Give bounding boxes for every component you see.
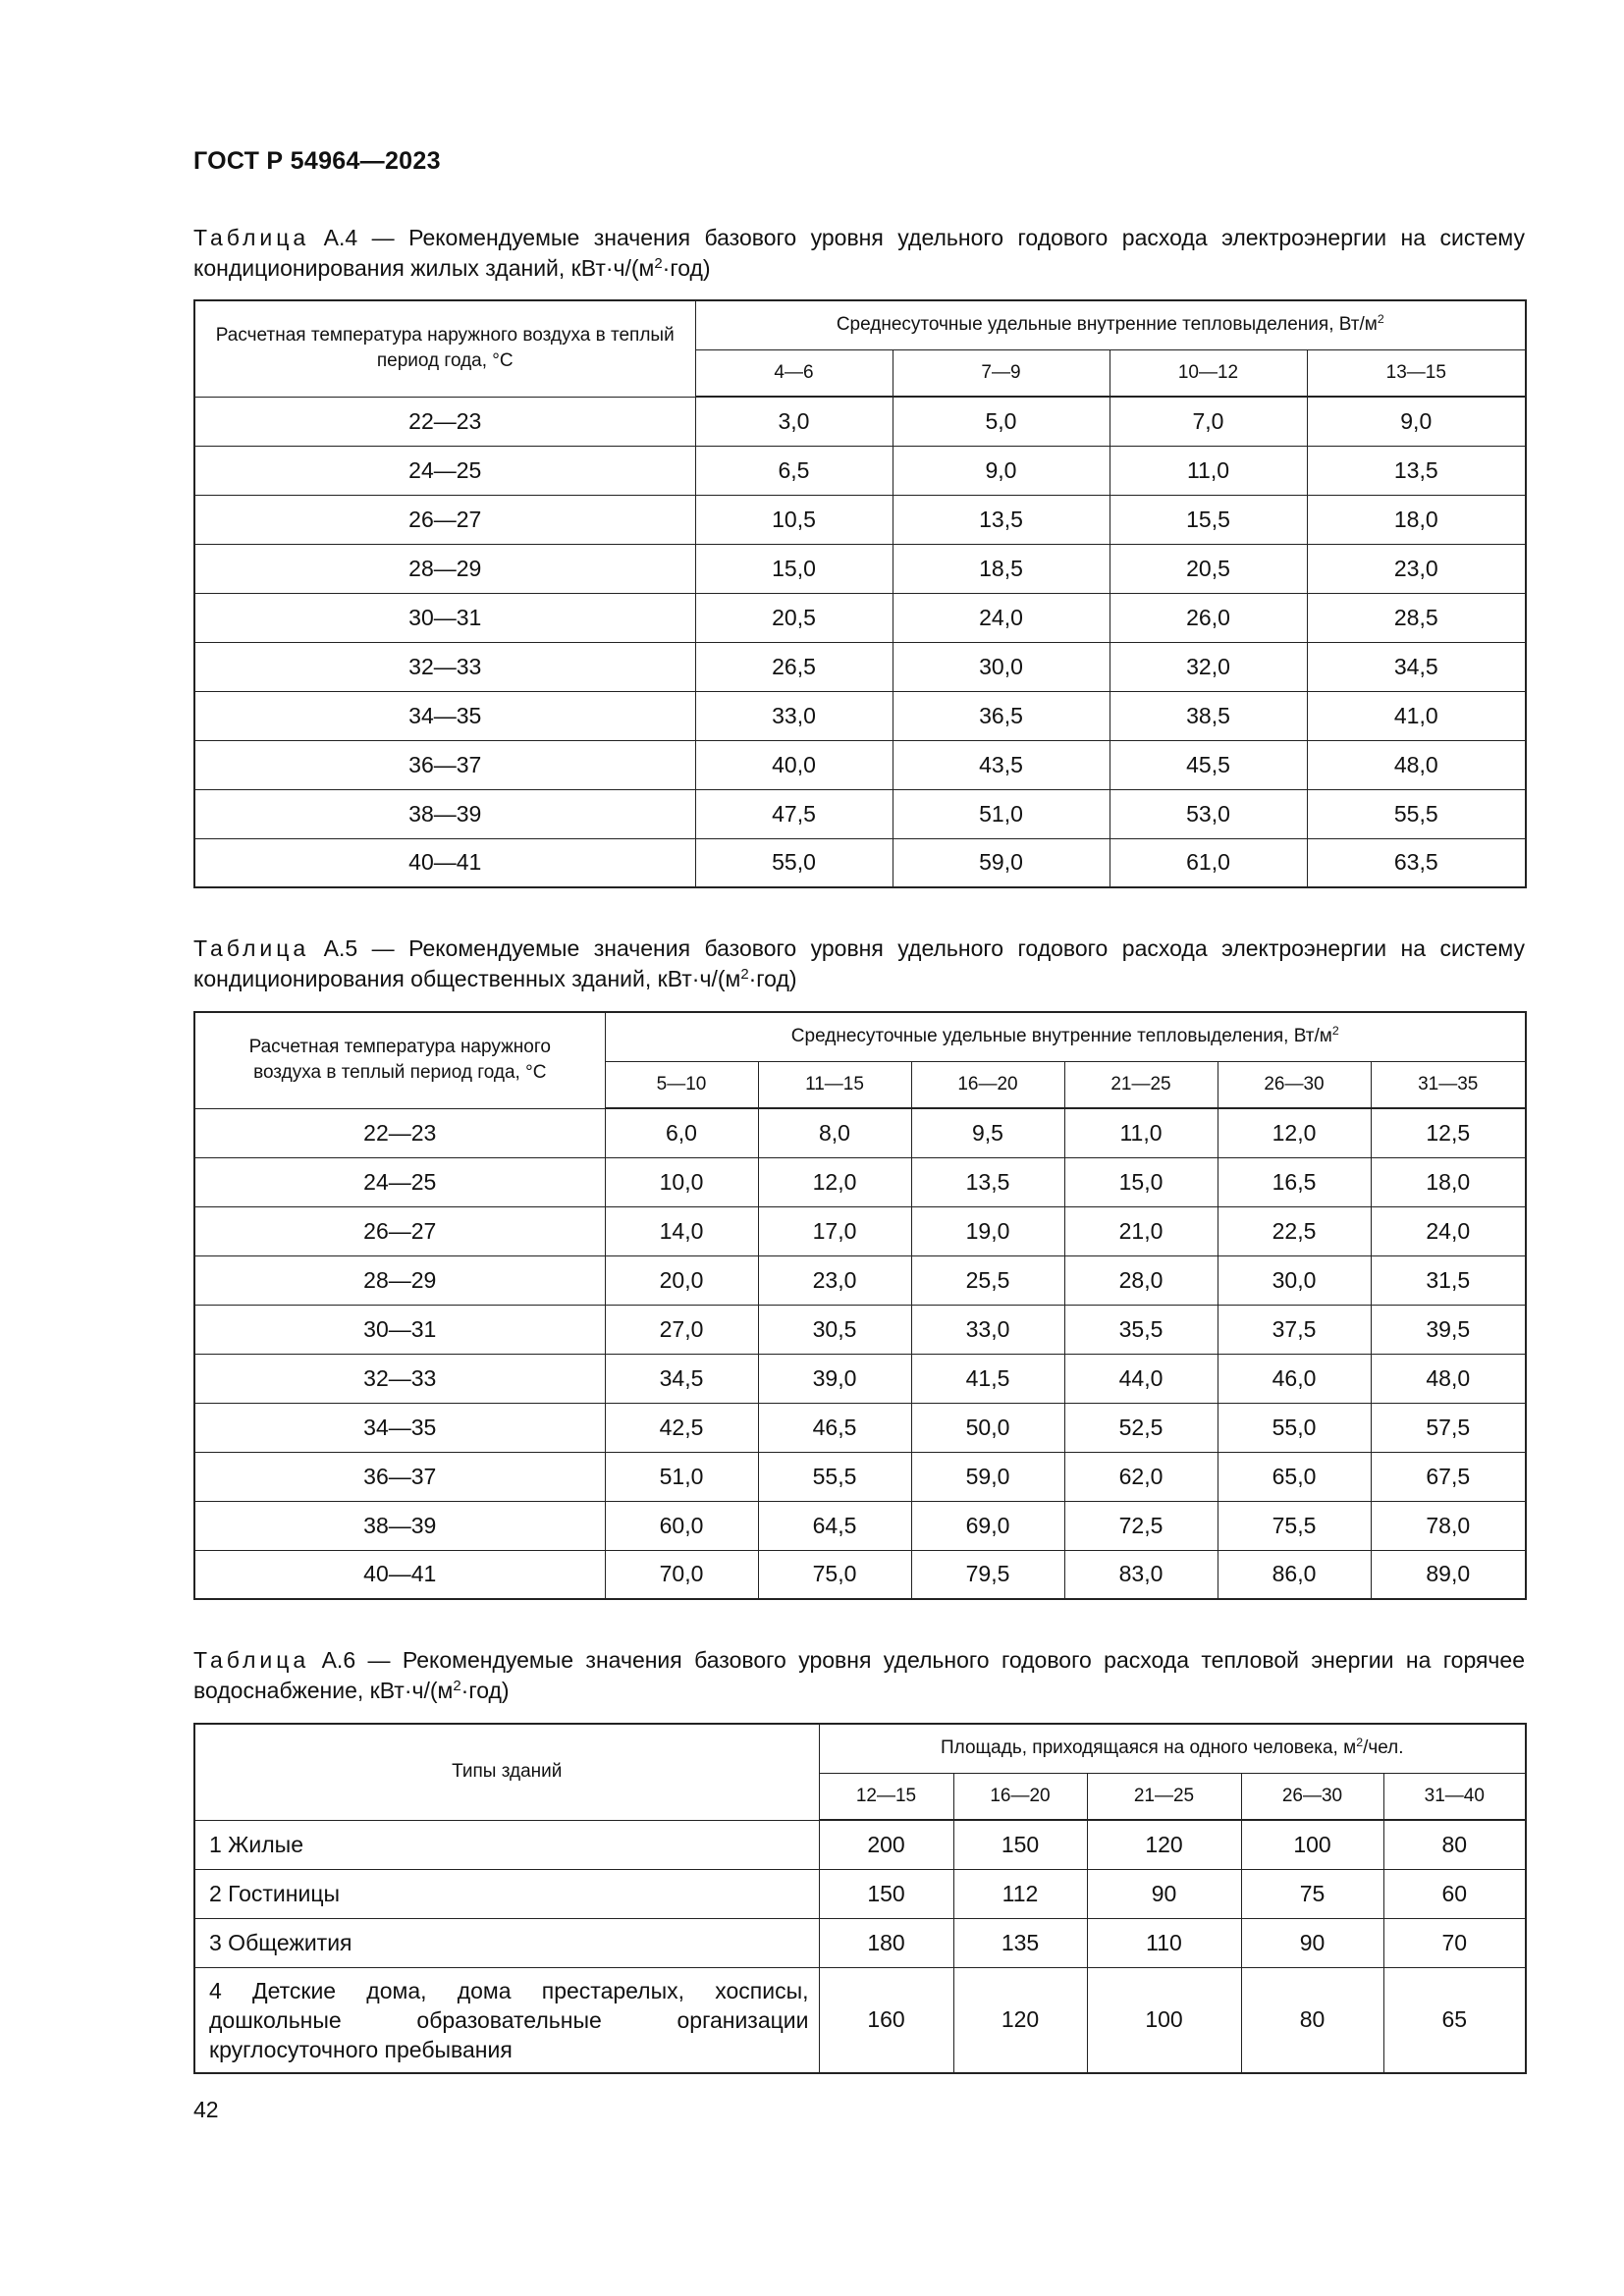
- table-row: [194, 593, 1526, 642]
- value-cell: 23,0: [1307, 544, 1526, 593]
- value-cell: 10,0: [605, 1157, 758, 1206]
- value-cell: 90: [1241, 1918, 1383, 1967]
- value-cell: 34,5: [1307, 642, 1526, 691]
- value-cell: 200: [819, 1820, 953, 1869]
- page-number: 42: [193, 2097, 219, 2122]
- value-cell: 12,0: [758, 1157, 911, 1206]
- value-cell: 6,5: [695, 446, 893, 495]
- table-row: [194, 1869, 1526, 1918]
- value-cell: 60: [1383, 1869, 1526, 1918]
- row-label-cell: 34—35: [194, 1403, 605, 1452]
- value-cell: 31,5: [1371, 1255, 1526, 1305]
- table-a6-subheader: 26—30: [1241, 1773, 1383, 1820]
- table-a4-subheader: 10—12: [1110, 349, 1307, 397]
- caption-prefix: Таблица: [193, 225, 310, 250]
- value-cell: 26,0: [1110, 593, 1307, 642]
- row-label-cell: 30—31: [194, 593, 695, 642]
- value-cell: 27,0: [605, 1305, 758, 1354]
- value-cell: 20,5: [1110, 544, 1307, 593]
- value-cell: 41,0: [1307, 691, 1526, 740]
- table-a5-subheader: 26—30: [1218, 1061, 1371, 1108]
- value-cell: 15,0: [695, 544, 893, 593]
- row-label-cell: 36—37: [194, 1452, 605, 1501]
- table-a5-group-header: Среднесуточные удельные внутренние тепловыделения, $Вт/м^2$: [605, 1012, 1526, 1061]
- table-a6-caption: Таблица А.6 — Рекомендуемые значения базового уровня удельного годового расхода тепловой энергии на горячее водоснабжение, $кВт\cdot ч/(м^2\cdot год)$: [193, 1647, 1525, 1703]
- value-cell: 39,5: [1371, 1305, 1526, 1354]
- value-cell: 48,0: [1307, 740, 1526, 789]
- value-cell: 26,5: [695, 642, 893, 691]
- value-cell: 30,5: [758, 1305, 911, 1354]
- value-cell: 62,0: [1064, 1452, 1218, 1501]
- value-cell: 160: [819, 1967, 953, 2073]
- row-label-cell: 26—27: [194, 1206, 605, 1255]
- value-cell: 70: [1383, 1918, 1526, 1967]
- table-row: [194, 1501, 1526, 1550]
- value-cell: 12,5: [1371, 1108, 1526, 1157]
- value-cell: 9,0: [1307, 397, 1526, 446]
- table-a5-subheader: 31—35: [1371, 1061, 1526, 1108]
- table-a4-subheader: 7—9: [893, 349, 1110, 397]
- value-cell: 7,0: [1110, 397, 1307, 446]
- table-row: [194, 1255, 1526, 1305]
- row-label-cell: 34—35: [194, 691, 695, 740]
- table-row: [194, 1108, 1526, 1157]
- value-cell: 40,0: [695, 740, 893, 789]
- value-cell: 9,0: [893, 446, 1110, 495]
- table-a5-subheader: 5—10: [605, 1061, 758, 1108]
- value-cell: 9,5: [911, 1108, 1064, 1157]
- value-cell: 41,5: [911, 1354, 1064, 1403]
- row-label-cell: 32—33: [194, 1354, 605, 1403]
- value-cell: 33,0: [695, 691, 893, 740]
- value-cell: 52,5: [1064, 1403, 1218, 1452]
- row-label-cell: 36—37: [194, 740, 695, 789]
- value-cell: 89,0: [1371, 1550, 1526, 1599]
- value-cell: 20,5: [695, 593, 893, 642]
- table-a6-subheader: 31—40: [1383, 1773, 1526, 1820]
- value-cell: 3,0: [695, 397, 893, 446]
- table-a4: [193, 299, 1527, 888]
- value-cell: 48,0: [1371, 1354, 1526, 1403]
- value-cell: 19,0: [911, 1206, 1064, 1255]
- value-cell: 17,0: [758, 1206, 911, 1255]
- value-cell: 55,0: [695, 838, 893, 887]
- value-cell: 150: [819, 1869, 953, 1918]
- row-label-cell: 1 Жилые: [194, 1820, 819, 1869]
- table-a4-caption: Таблица А.4 — Рекомендуемые значения базового уровня удельного годового расхода электроэнергии на систему кондиционирования жилых зданий, $кВт\cdot ч/(м^2\cdot год)$: [193, 225, 1525, 281]
- row-label-cell: 38—39: [194, 789, 695, 838]
- table-row: [194, 495, 1526, 544]
- value-cell: 13,5: [1307, 446, 1526, 495]
- row-label-cell: 4 Детские дома, дома престарелых, хосписы, дошкольные образовательные организации круглосуточного пребывания: [194, 1967, 819, 2073]
- value-cell: 59,0: [893, 838, 1110, 887]
- value-cell: 90: [1087, 1869, 1241, 1918]
- value-cell: 61,0: [1110, 838, 1307, 887]
- value-cell: 64,5: [758, 1501, 911, 1550]
- value-cell: 60,0: [605, 1501, 758, 1550]
- value-cell: 80: [1383, 1820, 1526, 1869]
- value-cell: 28,0: [1064, 1255, 1218, 1305]
- value-cell: 20,0: [605, 1255, 758, 1305]
- value-cell: 50,0: [911, 1403, 1064, 1452]
- value-cell: 33,0: [911, 1305, 1064, 1354]
- value-cell: 75: [1241, 1869, 1383, 1918]
- table-a6-group-header: Площадь, приходящаяся на одного человека, $м^2$/чел.: [819, 1724, 1526, 1773]
- value-cell: 65,0: [1218, 1452, 1371, 1501]
- value-cell: 110: [1087, 1918, 1241, 1967]
- value-cell: 72,5: [1064, 1501, 1218, 1550]
- value-cell: 35,5: [1064, 1305, 1218, 1354]
- value-cell: 45,5: [1110, 740, 1307, 789]
- value-cell: 15,5: [1110, 495, 1307, 544]
- value-cell: 112: [953, 1869, 1087, 1918]
- value-cell: 13,5: [893, 495, 1110, 544]
- value-cell: 63,5: [1307, 838, 1526, 887]
- table-a5-subheader: 11—15: [758, 1061, 911, 1108]
- table-row: [194, 1967, 1526, 2073]
- table-a5: [193, 1011, 1527, 1600]
- value-cell: 59,0: [911, 1452, 1064, 1501]
- value-cell: 22,5: [1218, 1206, 1371, 1255]
- table-row: [194, 397, 1526, 446]
- value-cell: 5,0: [893, 397, 1110, 446]
- row-label-cell: 26—27: [194, 495, 695, 544]
- value-cell: 150: [953, 1820, 1087, 1869]
- value-cell: 100: [1087, 1967, 1241, 2073]
- value-cell: 70,0: [605, 1550, 758, 1599]
- value-cell: 13,5: [911, 1157, 1064, 1206]
- value-cell: 42,5: [605, 1403, 758, 1452]
- value-cell: 8,0: [758, 1108, 911, 1157]
- value-cell: 6,0: [605, 1108, 758, 1157]
- table-row: [194, 1305, 1526, 1354]
- value-cell: 10,5: [695, 495, 893, 544]
- table-row: [194, 1820, 1526, 1869]
- table-row: [194, 1354, 1526, 1403]
- value-cell: 30,0: [1218, 1255, 1371, 1305]
- value-cell: 51,0: [605, 1452, 758, 1501]
- value-cell: 21,0: [1064, 1206, 1218, 1255]
- value-cell: 120: [1087, 1820, 1241, 1869]
- value-cell: 69,0: [911, 1501, 1064, 1550]
- value-cell: 11,0: [1064, 1108, 1218, 1157]
- value-cell: 180: [819, 1918, 953, 1967]
- value-cell: 23,0: [758, 1255, 911, 1305]
- value-cell: 78,0: [1371, 1501, 1526, 1550]
- table-a5-subheader: 16—20: [911, 1061, 1064, 1108]
- row-label-cell: 40—41: [194, 838, 695, 887]
- value-cell: 46,0: [1218, 1354, 1371, 1403]
- value-cell: 24,0: [1371, 1206, 1526, 1255]
- row-label-cell: 30—31: [194, 1305, 605, 1354]
- value-cell: 11,0: [1110, 446, 1307, 495]
- value-cell: 38,5: [1110, 691, 1307, 740]
- value-cell: 43,5: [893, 740, 1110, 789]
- value-cell: 120: [953, 1967, 1087, 2073]
- table-row: [194, 446, 1526, 495]
- value-cell: 34,5: [605, 1354, 758, 1403]
- value-cell: 18,0: [1371, 1157, 1526, 1206]
- value-cell: 100: [1241, 1820, 1383, 1869]
- table-row: [194, 544, 1526, 593]
- caption-prefix: Таблица: [193, 1647, 310, 1673]
- table-row: [194, 1550, 1526, 1599]
- value-cell: 16,5: [1218, 1157, 1371, 1206]
- row-label-cell: 24—25: [194, 446, 695, 495]
- table-row: [194, 838, 1526, 887]
- value-cell: 53,0: [1110, 789, 1307, 838]
- row-label-cell: 22—23: [194, 1108, 605, 1157]
- value-cell: 79,5: [911, 1550, 1064, 1599]
- value-cell: 55,0: [1218, 1403, 1371, 1452]
- table-row: [194, 1452, 1526, 1501]
- value-cell: 65: [1383, 1967, 1526, 2073]
- value-cell: 135: [953, 1918, 1087, 1967]
- value-cell: 37,5: [1218, 1305, 1371, 1354]
- value-cell: 24,0: [893, 593, 1110, 642]
- value-cell: 28,5: [1307, 593, 1526, 642]
- table-a4-subheader: 13—15: [1307, 349, 1526, 397]
- value-cell: 18,5: [893, 544, 1110, 593]
- value-cell: 75,5: [1218, 1501, 1371, 1550]
- row-label-cell: 2 Гостиницы: [194, 1869, 819, 1918]
- value-cell: 67,5: [1371, 1452, 1526, 1501]
- value-cell: 39,0: [758, 1354, 911, 1403]
- table-row: [194, 1206, 1526, 1255]
- value-cell: 30,0: [893, 642, 1110, 691]
- value-cell: 46,5: [758, 1403, 911, 1452]
- row-label-cell: 28—29: [194, 1255, 605, 1305]
- value-cell: 18,0: [1307, 495, 1526, 544]
- value-cell: 12,0: [1218, 1108, 1371, 1157]
- row-label-cell: 32—33: [194, 642, 695, 691]
- table-row: [194, 740, 1526, 789]
- value-cell: 80: [1241, 1967, 1383, 2073]
- row-label-cell: 28—29: [194, 544, 695, 593]
- table-a5-col1-header: Расчетная температура наружного воздуха в теплый период года, °С: [194, 1012, 605, 1108]
- value-cell: 32,0: [1110, 642, 1307, 691]
- value-cell: 36,5: [893, 691, 1110, 740]
- table-a6-subheader: 16—20: [953, 1773, 1087, 1820]
- table-a6-col1-header: Типы зданий: [194, 1724, 819, 1820]
- row-label-cell: 22—23: [194, 397, 695, 446]
- table-row: [194, 1403, 1526, 1452]
- row-label-cell: 24—25: [194, 1157, 605, 1206]
- row-label-cell: 38—39: [194, 1501, 605, 1550]
- table-a4-subheader: 4—6: [695, 349, 893, 397]
- table-row: [194, 789, 1526, 838]
- document-header: ГОСТ Р 54964—2023: [193, 147, 441, 175]
- row-label-cell: 3 Общежития: [194, 1918, 819, 1967]
- table-a5-caption: Таблица А.5 — Рекомендуемые значения базового уровня удельного годового расхода электроэнергии на систему кондиционирования общественных зданий, $кВт\cdot ч/(м^2\cdot год)$: [193, 935, 1525, 991]
- table-a5-subheader: 21—25: [1064, 1061, 1218, 1108]
- value-cell: 51,0: [893, 789, 1110, 838]
- table-row: [194, 1918, 1526, 1967]
- table-a6-subheader: 12—15: [819, 1773, 953, 1820]
- value-cell: 55,5: [758, 1452, 911, 1501]
- table-a6: [193, 1723, 1527, 2074]
- value-cell: 83,0: [1064, 1550, 1218, 1599]
- value-cell: 44,0: [1064, 1354, 1218, 1403]
- table-row: [194, 691, 1526, 740]
- value-cell: 55,5: [1307, 789, 1526, 838]
- table-a4-group-header: Среднесуточные удельные внутренние тепловыделения, $Вт/м^2$: [695, 300, 1526, 349]
- caption-prefix: Таблица: [193, 935, 310, 961]
- value-cell: 47,5: [695, 789, 893, 838]
- row-label-cell: 40—41: [194, 1550, 605, 1599]
- table-row: [194, 1157, 1526, 1206]
- value-cell: 57,5: [1371, 1403, 1526, 1452]
- value-cell: 86,0: [1218, 1550, 1371, 1599]
- table-a4-col1-header: Расчетная температура наружного воздуха в теплый период года, °С: [194, 300, 695, 397]
- value-cell: 15,0: [1064, 1157, 1218, 1206]
- table-row: [194, 642, 1526, 691]
- value-cell: 14,0: [605, 1206, 758, 1255]
- value-cell: 25,5: [911, 1255, 1064, 1305]
- value-cell: 75,0: [758, 1550, 911, 1599]
- table-a6-subheader: 21—25: [1087, 1773, 1241, 1820]
